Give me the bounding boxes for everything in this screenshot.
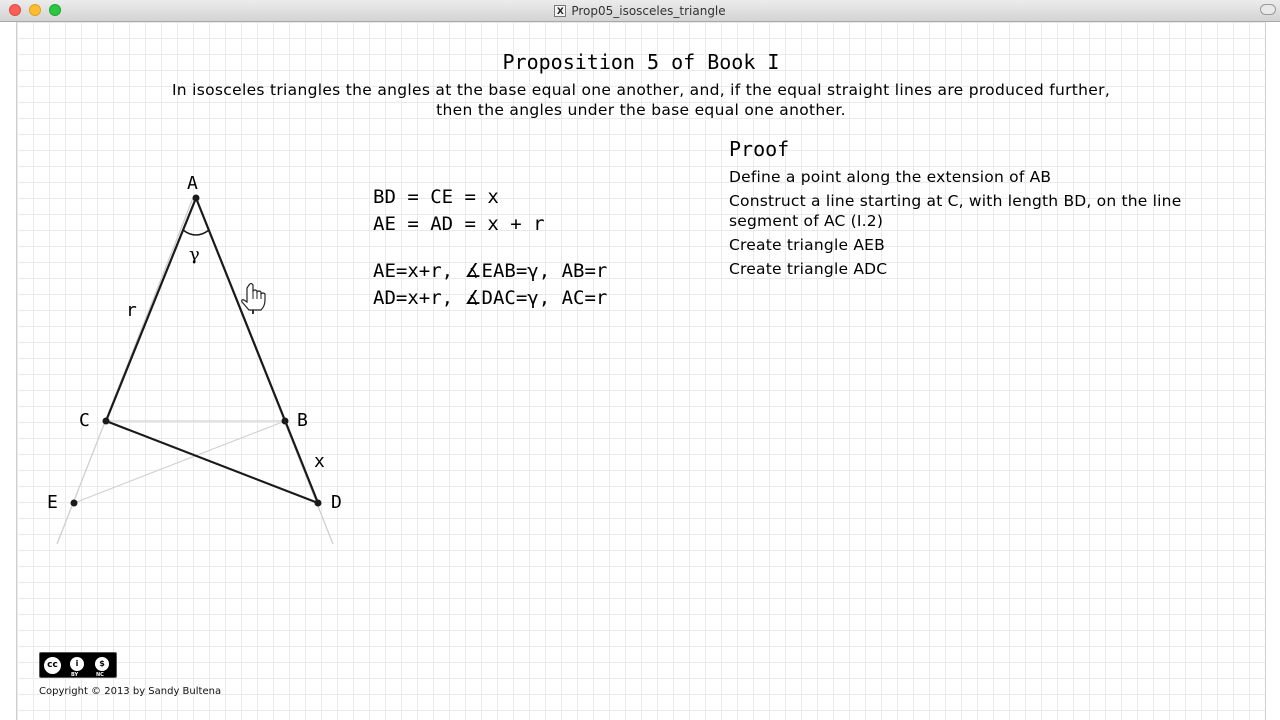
proof-step-3: Create triangle AEB xyxy=(729,236,885,254)
statement-line-1: In isosceles triangles the angles at the base equal one another, and, if the equal straight lines are produced further, xyxy=(171,81,1111,99)
equation-3: AE=x+r, ∡EAB=γ, AB=r xyxy=(373,260,608,282)
cc-icon: cc xyxy=(42,655,63,676)
point-c[interactable] xyxy=(103,418,110,425)
attribution-icon: i xyxy=(70,657,84,671)
proof-title: Proof xyxy=(729,137,790,161)
triangle-diagram xyxy=(17,22,417,582)
proof-step-1: Define a point along the extension of AB xyxy=(729,168,1052,186)
proof-step-4: Create triangle ADC xyxy=(729,260,888,278)
equation-spacer xyxy=(373,238,607,258)
line-ad xyxy=(196,198,318,503)
equations-block xyxy=(373,184,607,312)
badge-by-label: BY xyxy=(71,672,79,678)
label-a: A xyxy=(187,173,198,194)
line-ac xyxy=(106,198,196,421)
line-eb xyxy=(74,421,285,503)
window-title-area xyxy=(0,0,1280,21)
label-x: x xyxy=(314,451,325,472)
page-title: Proposition 5 of Book I xyxy=(502,50,780,74)
title-bar[interactable] xyxy=(0,0,1280,22)
license-area xyxy=(39,652,221,697)
noncommercial-icon: $ xyxy=(95,657,109,671)
label-gamma: γ xyxy=(189,244,200,265)
equation-4: AD=x+r, ∡DAC=γ, AC=r xyxy=(373,287,608,309)
label-d: D xyxy=(331,492,342,513)
toolbar-toggle-button[interactable] xyxy=(1260,4,1276,15)
drawing-canvas[interactable] xyxy=(16,22,1266,720)
point-b[interactable] xyxy=(282,418,289,425)
hand-cursor-icon xyxy=(242,284,265,311)
window-title: Prop05_isosceles_triangle xyxy=(571,3,726,18)
equation-2: AE = AD = x + r xyxy=(373,213,545,235)
statement-line-2: then the angles under the base equal one another. xyxy=(436,101,846,119)
angle-arc-gamma xyxy=(183,230,209,235)
equation-1: BD = CE = x xyxy=(373,186,499,208)
point-a[interactable] xyxy=(193,195,200,202)
point-e[interactable] xyxy=(71,500,78,507)
proof-step-2: Construct a line starting at C, with length BD, on the line segment of AC (I.2) xyxy=(729,192,1182,230)
label-r-left: r xyxy=(126,300,137,321)
point-d[interactable] xyxy=(315,500,322,507)
line-cd xyxy=(106,421,318,503)
creative-commons-badge-icon xyxy=(39,652,117,678)
label-c: C xyxy=(79,410,90,431)
proof-panel xyxy=(729,137,1189,283)
x11-icon: X xyxy=(554,5,566,17)
label-e: E xyxy=(47,492,58,513)
badge-nc-label: NC xyxy=(96,672,104,678)
copyright-text: Copyright © 2013 by Sandy Bultena xyxy=(39,686,222,697)
label-b: B xyxy=(297,410,308,431)
